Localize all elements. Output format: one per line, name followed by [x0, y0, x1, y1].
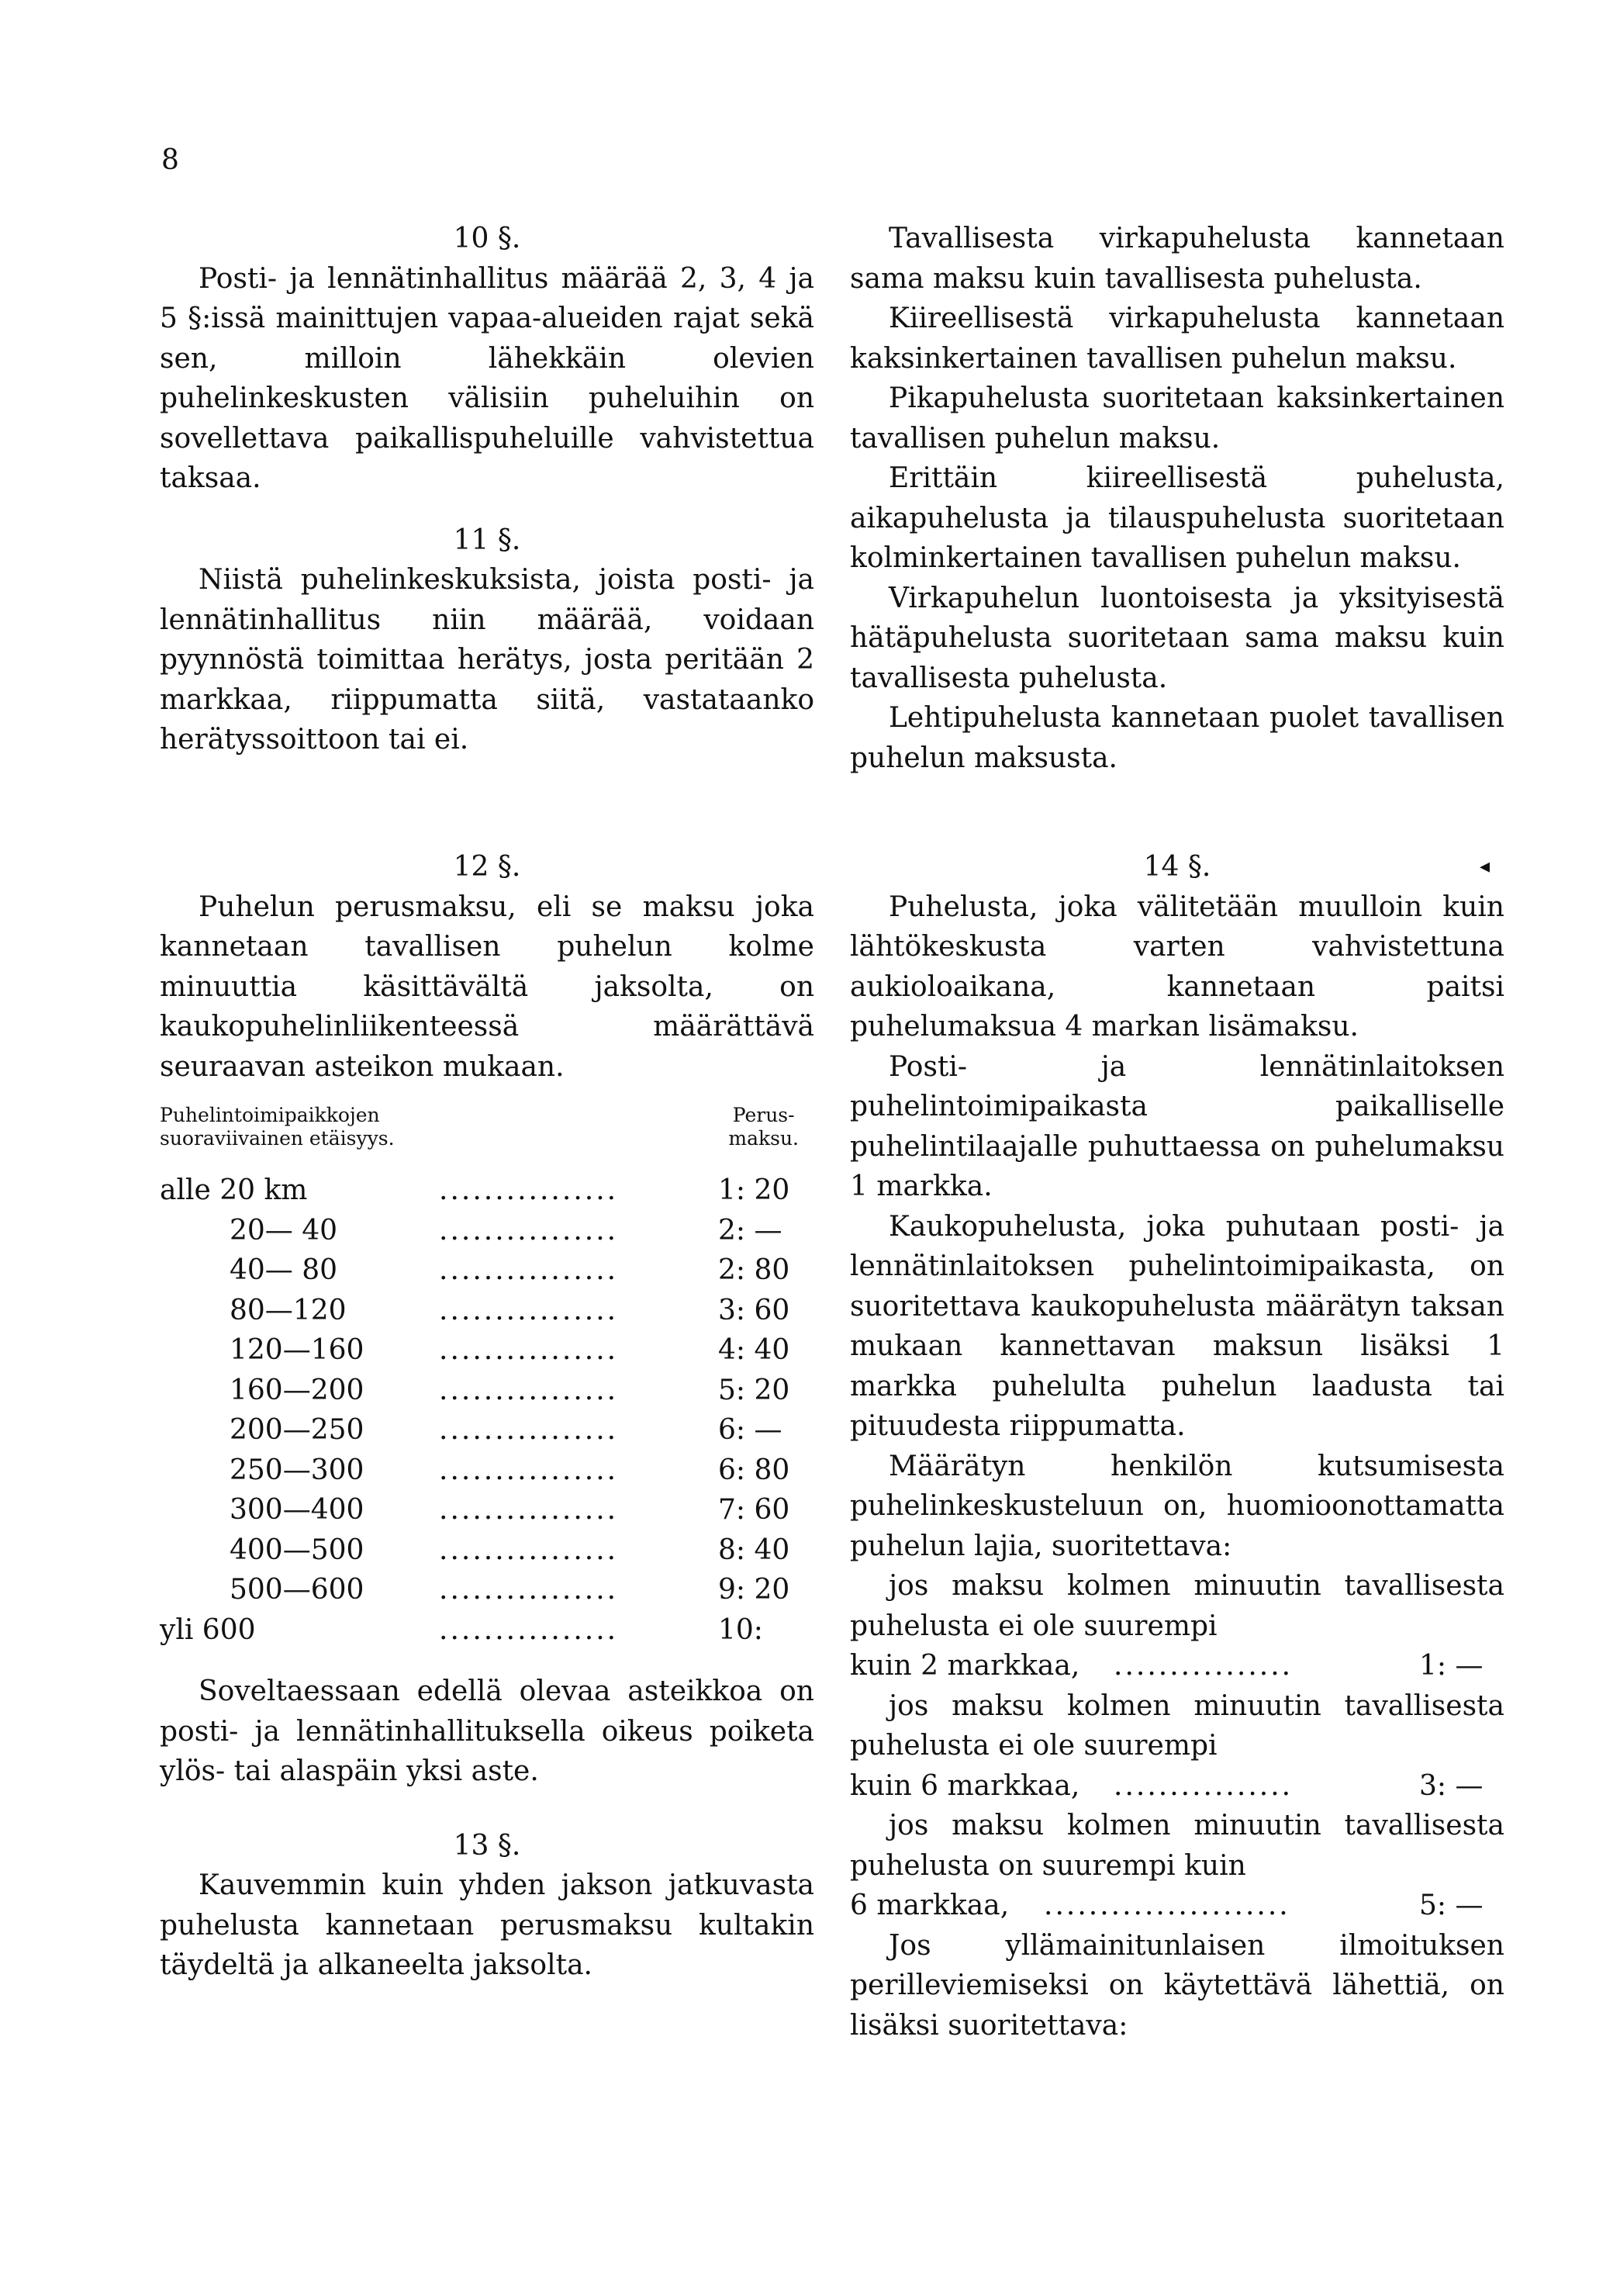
rate-distance: 80—120: [230, 1294, 347, 1326]
rate-table-row: [160, 1610, 814, 1651]
rate-fee: 6: 80: [718, 1454, 790, 1486]
fee-item-2-amount: 3: —: [1419, 1769, 1484, 1802]
fee-item-2-last-line: kuin 6 markkaa,: [850, 1769, 1080, 1802]
rate-leader-dots: ................: [439, 1334, 619, 1366]
rate-fee: 1: 20: [718, 1174, 790, 1206]
rate-leader-dots: ................: [439, 1254, 619, 1286]
rate-distance: 500—600: [230, 1574, 364, 1606]
section-10-text: Posti- ja lennätinhallitus määrää 2, 3, 4 ja 5 §:issä mainittujen vapaa-alueiden rajat sekä sen, milloin lähekkäin olevien puhelinkeskusten välisiin puheluihin on sovellettava paikallispuheluille vahvistettua taksaa.: [160, 262, 814, 494]
rate-distance: 20— 40: [230, 1214, 338, 1247]
fee-column-header-line2: maksu.: [728, 1127, 799, 1150]
fee-item-1-row: [850, 1646, 1504, 1686]
rate-table-row: [160, 1451, 814, 1491]
very-urgent-call-paragraph: Erittäin kiireellisestä puhelusta, aikapuhelusta ja tilauspuhelusta suoritetaan kolminkertainen tavallisen puhelun maksu.: [850, 462, 1504, 574]
fee-item-1-text: jos maksu kolmen minuutin tavallisesta puhelusta ei ole suurempi: [850, 1570, 1504, 1642]
rate-leader-dots: ................: [439, 1534, 619, 1566]
rate-distance: 200—250: [230, 1414, 364, 1446]
rate-table-row: [160, 1410, 814, 1451]
section-10-heading: 10 §.: [453, 223, 521, 254]
section-13-text: Kauvemmin kuin yhden jakson jatkuvasta puhelusta kannetaan perusmaksu kultakin täydeltä ja alkaneelta jaksolta.: [160, 1869, 814, 1981]
rate-leader-dots: ................: [439, 1294, 619, 1326]
rate-table-row: [160, 1170, 814, 1211]
rate-fee: 9: 20: [718, 1574, 790, 1606]
rate-fee: 10:: [718, 1613, 763, 1646]
rate-distance: 400—500: [230, 1534, 364, 1566]
rate-distance: alle 20 km: [160, 1174, 308, 1206]
rate-fee: 2: —: [718, 1214, 782, 1247]
fee-item-2-row: [850, 1766, 1504, 1807]
ordinary-official-call-paragraph: Tavallisesta virkapuhelusta kannetaan sama maksu kuin tavallisesta puhelusta.: [850, 223, 1504, 295]
fee-column-header-line1: Perus-: [732, 1104, 795, 1126]
section-14-paragraph-1: Puhelusta, joka välitetään muulloin kuin lähtökeskusta varten vahvistettuna aukioloaikana, kannetaan paitsi puhelumaksua 4 markan lisämaksu.: [850, 890, 1504, 1043]
rate-fee: 5: 20: [718, 1374, 790, 1406]
section-14-paragraph-5: Jos yllämainitunlaisen ilmoituksen perilleviemiseksi on käytettävä lähettiä, on lisäksi suoritettava:: [850, 1929, 1504, 2042]
rate-leader-dots: ................: [439, 1414, 619, 1446]
fee-item-2-leader: ................: [1114, 1769, 1294, 1802]
rate-leader-dots: ................: [439, 1613, 619, 1646]
rate-table-row: [160, 1330, 814, 1371]
rate-fee: 2: 80: [718, 1254, 790, 1286]
distance-column-header-line1: Puhelintoimipaikkojen: [160, 1104, 380, 1126]
rate-leader-dots: ................: [439, 1214, 619, 1247]
rate-leader-dots: ................: [439, 1174, 619, 1206]
rate-leader-dots: ................: [439, 1454, 619, 1486]
section-12-heading: 12 §.: [453, 851, 521, 883]
fee-item-1-last-line: kuin 2 markkaa,: [850, 1650, 1080, 1682]
emergency-call-paragraph: Virkapuhelun luontoisesta ja yksityisestä hätäpuhelusta suoritetaan sama maksu kuin tavallisesta puhelusta.: [850, 582, 1504, 694]
express-call-paragraph: Pikapuhelusta suoritetaan kaksinkertainen tavallisen puhelun maksu.: [850, 382, 1504, 455]
section-14-paragraph-2: Posti- ja lennätinlaitoksen puhelintoimipaikasta paikalliselle puhelintilaajalle puhuttaessa on puhelumaksu 1 markka.: [850, 1050, 1504, 1202]
left-column-bottom: [160, 847, 814, 1986]
section-12-after-text: Soveltaessaan edellä olevaa asteikkoa on posti- ja lennätinhallituksella oikeus poiketa ylös- tai alaspäin yksi aste.: [160, 1675, 814, 1787]
urgent-official-call-paragraph: Kiireellisestä virkapuhelusta kannetaan kaksinkertainen tavallisen puhelun maksu.: [850, 303, 1504, 375]
right-column-bottom: [850, 847, 1504, 2045]
rate-table-row: [160, 1291, 814, 1331]
rate-table-row: [160, 1570, 814, 1610]
rate-table-row: [160, 1371, 814, 1411]
rate-table-row: [160, 1250, 814, 1291]
rate-distance: 250—300: [230, 1454, 364, 1486]
section-11-heading: 11 §.: [453, 524, 521, 556]
margin-marker: ◂: [1480, 855, 1490, 878]
section-14-paragraph-3: Kaukopuhelusta, joka puhutaan posti- ja lennätinlaitoksen puhelintoimipaikasta, on suoritettava kaukopuhelusta määrätyn taksan mukaan kannettavan maksun lisäksi 1 markka puhelulta puhelun laadusta tai pituudesta riippumatta.: [850, 1210, 1504, 1442]
rate-distance: 300—400: [230, 1494, 364, 1526]
section-13-heading: 13 §.: [453, 1829, 521, 1862]
section-12-text: Puhelun perusmaksu, eli se maksu joka kannetaan tavallisen puhelun kolme minuuttia käsittävältä jaksolta, on kaukopuhelinliikenteessä määrättävä seuraavan asteikon mukaan.: [160, 890, 814, 1083]
rate-leader-dots: ................: [439, 1494, 619, 1526]
fee-item-3-text: jos maksu kolmen minuutin tavallisesta puhelusta on suurempi kuin: [850, 1810, 1504, 1882]
rate-fee: 8: 40: [718, 1534, 790, 1566]
section-14-heading: 14 §.: [1143, 851, 1211, 883]
right-column-top: [850, 219, 1504, 778]
rate-leader-dots: ................: [439, 1374, 619, 1406]
rate-table: [160, 1170, 814, 1650]
rate-fee: 7: 60: [718, 1494, 790, 1526]
rate-distance: yli 600: [160, 1613, 256, 1646]
fee-item-3-amount: 5: —: [1419, 1890, 1484, 1921]
rate-distance: 160—200: [230, 1374, 364, 1406]
fee-item-3-last-line: 6 markkaa,: [850, 1890, 1010, 1921]
press-call-paragraph: Lehtipuhelusta kannetaan puolet tavallisen puhelun maksusta.: [850, 702, 1504, 774]
section-14-paragraph-4: Määrätyn henkilön kutsumisesta puhelinkeskusteluun on, huomioonottamatta puhelun lajia, suoritettava:: [850, 1450, 1504, 1562]
rate-table-header: [160, 1104, 814, 1170]
fee-item-1-leader: ................: [1114, 1650, 1294, 1682]
rate-table-row: [160, 1211, 814, 1251]
section-11-text: Niistä puhelinkeskuksista, joista posti- ja lennätinhallitus niin määrää, voidaan pyynnöstä toimittaa herätys, josta peritään 2 markkaa, riippumatta siitä, vastataanko herätyssoittoon tai ei.: [160, 564, 814, 756]
fee-item-1-amount: 1: —: [1419, 1650, 1484, 1682]
rate-distance: 40— 80: [230, 1254, 338, 1286]
rate-table-row: [160, 1490, 814, 1530]
fee-item-3-leader: ......................: [1044, 1890, 1290, 1921]
distance-column-header-line2: suoraviivainen etäisyys.: [160, 1127, 395, 1150]
page-number: 8: [161, 144, 179, 176]
fee-item-2-text: jos maksu kolmen minuutin tavallisesta puhelusta ei ole suurempi: [850, 1689, 1504, 1762]
rate-distance: 120—160: [230, 1334, 364, 1366]
rate-table-row: [160, 1530, 814, 1571]
rate-leader-dots: ................: [439, 1574, 619, 1606]
rate-fee: 3: 60: [718, 1294, 790, 1326]
fee-item-3-row: [850, 1886, 1504, 1926]
rate-fee: 4: 40: [718, 1334, 790, 1366]
rate-fee: 6: —: [718, 1414, 782, 1446]
left-column-top: [160, 219, 814, 760]
